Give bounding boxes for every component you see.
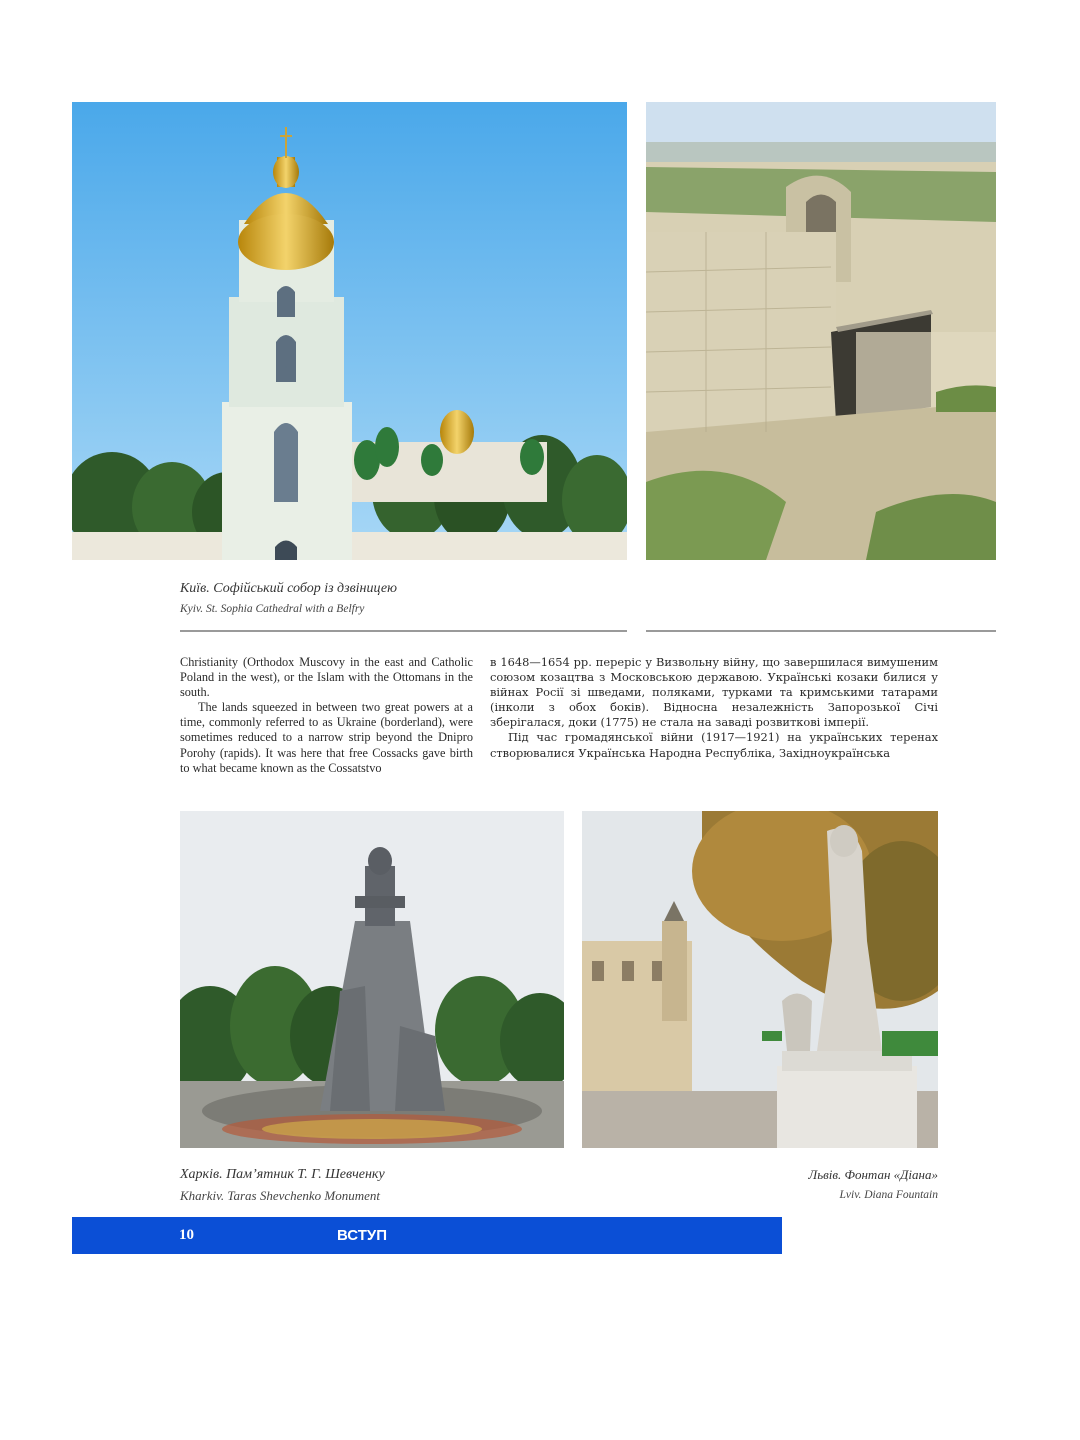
ruins-photo xyxy=(646,102,996,560)
lviv-caption-en: Lviv. Diana Fountain xyxy=(839,1189,938,1201)
right-divider xyxy=(646,630,996,632)
ukrainian-paragraph-2: Під час громадянської війни (1917—1921) на українських теренах створювалися Українська Народна Республіка, Західноукраїнська xyxy=(490,730,938,760)
kyiv-caption xyxy=(180,578,397,620)
kharkiv-caption-uk: Харків. Пам’ятник Т. Г. Шевченку xyxy=(180,1167,385,1182)
section-title: ВСТУП xyxy=(337,1227,387,1244)
kharkiv-monument-photo xyxy=(180,811,564,1148)
kharkiv-caption-en: Kharkiv. Taras Shevchenko Monument xyxy=(180,1188,381,1203)
lviv-caption-uk: Львів. Фонтан «Діана» xyxy=(808,1167,938,1182)
footer-bar xyxy=(72,1217,782,1254)
kyiv-st-sophia-photo xyxy=(72,102,627,560)
lviv-diana-fountain-photo xyxy=(582,811,938,1148)
kharkiv-caption xyxy=(180,1164,385,1206)
ukrainian-paragraph-1: в 1648—1654 рр. переріс у Визвольну війну, що завершилася вимушеним союзом козацтва з Московською державою. Українські козаки билися у війнах Росії зі шведами, поляками, турками та кримськими татарами (інколи з обох боків). Відносна незалежність Запорозької Січі зберігалася, доки (1775) не стала на заваді розвиткові імперії. xyxy=(490,655,938,730)
left-divider xyxy=(180,630,627,632)
lviv-caption xyxy=(808,1164,938,1206)
english-paragraph-1: Christianity (Orthodox Muscovy in the east and Catholic Poland in the west), or the Islam with the Ottomans in the south. xyxy=(180,655,473,700)
english-text-column xyxy=(180,655,473,776)
kyiv-caption-en: Kyiv. St. Sophia Cathedral with a Belfry xyxy=(180,603,365,615)
ukrainian-text-column xyxy=(490,655,938,761)
kyiv-caption-uk: Київ. Софійський собор із дзвіницею xyxy=(180,581,397,596)
english-paragraph-2: The lands squeezed in between two great powers at a time, commonly referred to as Ukraine (borderland), were sometimes reduced to a narrow strip beyond the Dnipro Porohy (rapids). It was here that free Cossacks gave birth to what became known as the Cossatstvo xyxy=(180,700,473,775)
page-number: 10 xyxy=(179,1227,194,1243)
